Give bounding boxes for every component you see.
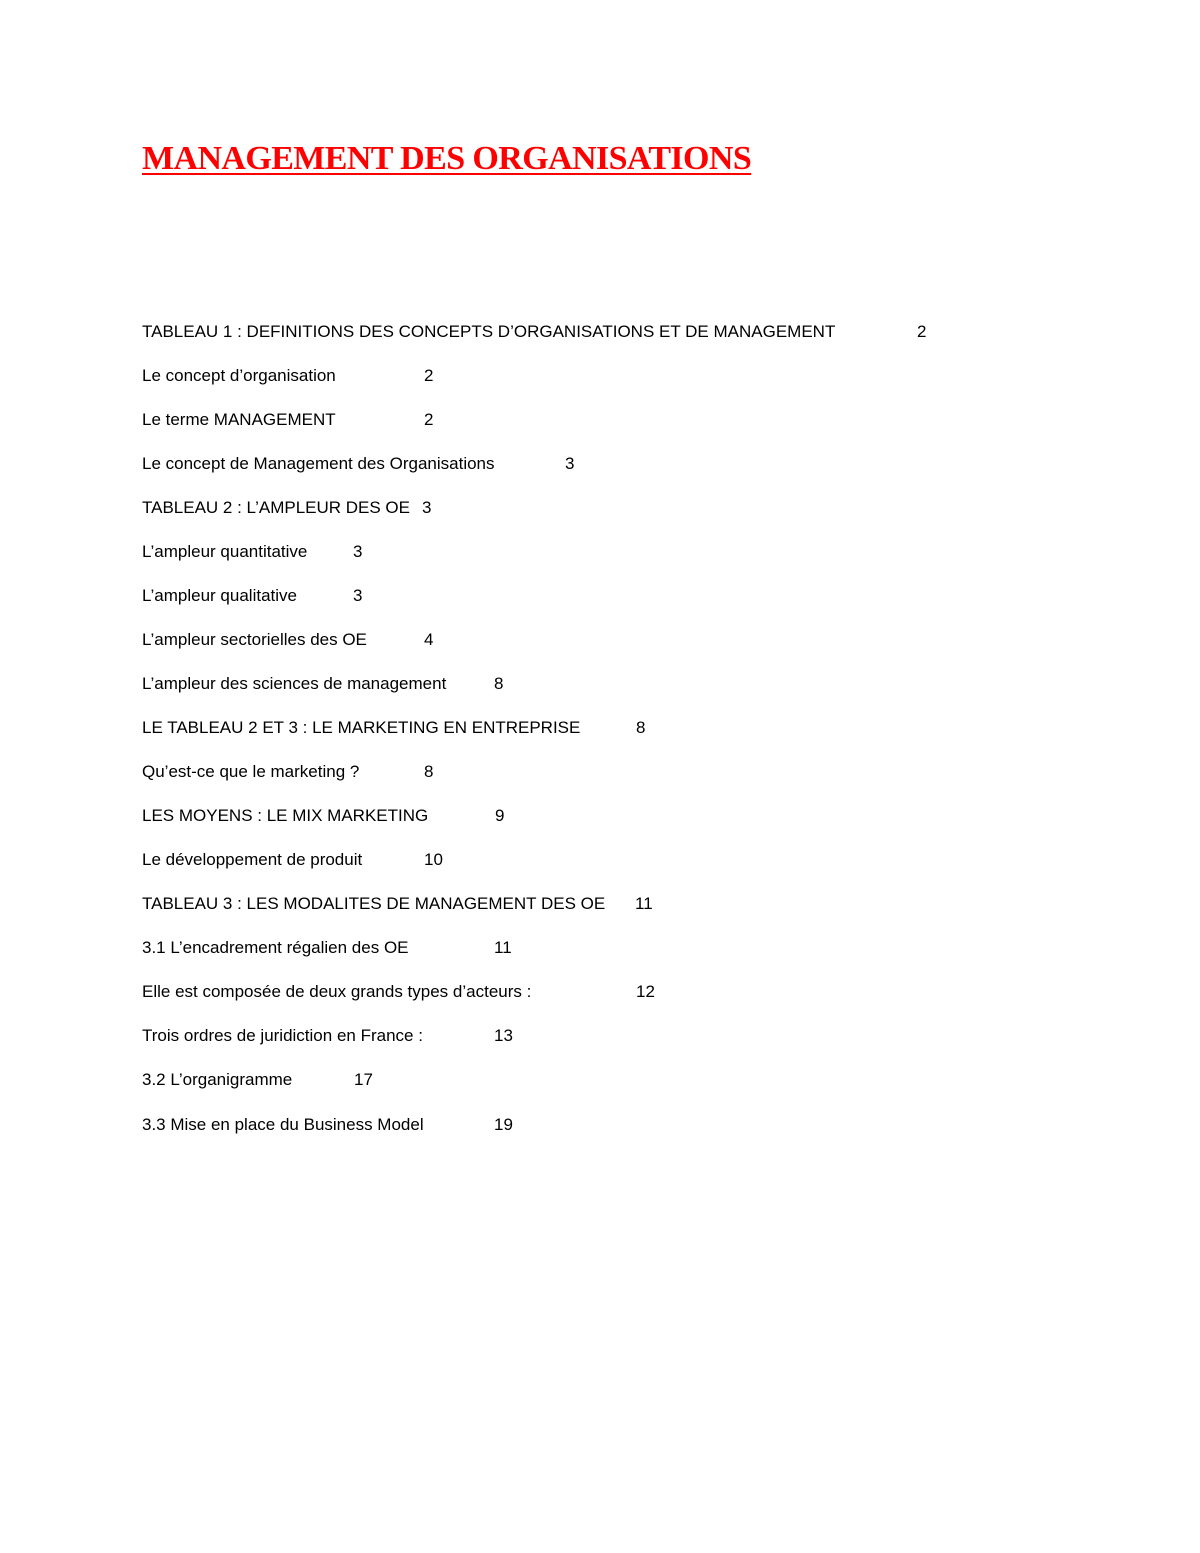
- toc-entry-page: 3: [422, 498, 432, 517]
- toc-entry-page: 8: [424, 762, 434, 781]
- toc-entry-label: TABLEAU 2 : L’AMPLEUR DES OE: [142, 498, 410, 517]
- toc-entry-label: Le terme MANAGEMENT: [142, 410, 336, 429]
- toc-entry-label: LE TABLEAU 2 ET 3 : LE MARKETING EN ENTREPRISE: [142, 718, 581, 737]
- toc-entry-page: 9: [495, 806, 505, 825]
- toc-entry-page: 19: [494, 1115, 513, 1134]
- toc-entry-page: 2: [424, 410, 434, 429]
- toc-entry-label: 3.1 L’encadrement régalien des OE: [142, 938, 409, 957]
- toc-entry-label: Elle est composée de deux grands types d’acteurs :: [142, 982, 532, 1001]
- toc-entry-page: 12: [636, 982, 655, 1001]
- toc-entry-label: L’ampleur des sciences de management: [142, 674, 447, 693]
- toc-entry-page: 3: [353, 586, 363, 605]
- toc-entry-page: 13: [494, 1026, 513, 1045]
- toc-entry-label: L’ampleur qualitative: [142, 586, 297, 605]
- toc-entry-label: L’ampleur quantitative: [142, 542, 308, 561]
- toc-entry-page: 11: [635, 894, 653, 913]
- toc-entry-page: 10: [424, 850, 443, 869]
- toc-entry-page: 3: [353, 542, 363, 561]
- toc-entry-page: 3: [565, 454, 575, 473]
- toc-entry-page: 2: [424, 366, 434, 385]
- toc-entry-label: Le concept d’organisation: [142, 366, 336, 385]
- document-title: MANAGEMENT DES ORGANISATIONS: [142, 140, 752, 177]
- toc-entry-label: 3.2 L’organigramme: [142, 1070, 293, 1089]
- toc-entry-page: 8: [636, 718, 646, 737]
- toc-entry-label: Qu’est-ce que le marketing ?: [142, 762, 360, 781]
- toc-entry-page: 8: [494, 674, 504, 693]
- toc-entry-label: Trois ordres de juridiction en France :: [142, 1026, 423, 1045]
- toc-entry-page: 4: [424, 630, 434, 649]
- toc-entry-label: TABLEAU 1 : DEFINITIONS DES CONCEPTS D’ORGANISATIONS ET DE MANAGEMENT: [142, 322, 836, 341]
- toc-entry-label: 3.3 Mise en place du Business Model: [142, 1115, 424, 1134]
- toc-entry-page: 17: [354, 1070, 373, 1089]
- toc-entry-label: L’ampleur sectorielles des OE: [142, 630, 367, 649]
- toc-entry-page: 11: [494, 938, 512, 957]
- toc-entry-label: TABLEAU 3 : LES MODALITES DE MANAGEMENT DES OE: [142, 894, 606, 913]
- toc-entry-label: LES MOYENS : LE MIX MARKETING: [142, 806, 429, 825]
- toc-entry-label: Le concept de Management des Organisations: [142, 454, 495, 473]
- toc-entry-label: Le développement de produit: [142, 850, 363, 869]
- toc-entry-page: 2: [917, 322, 927, 341]
